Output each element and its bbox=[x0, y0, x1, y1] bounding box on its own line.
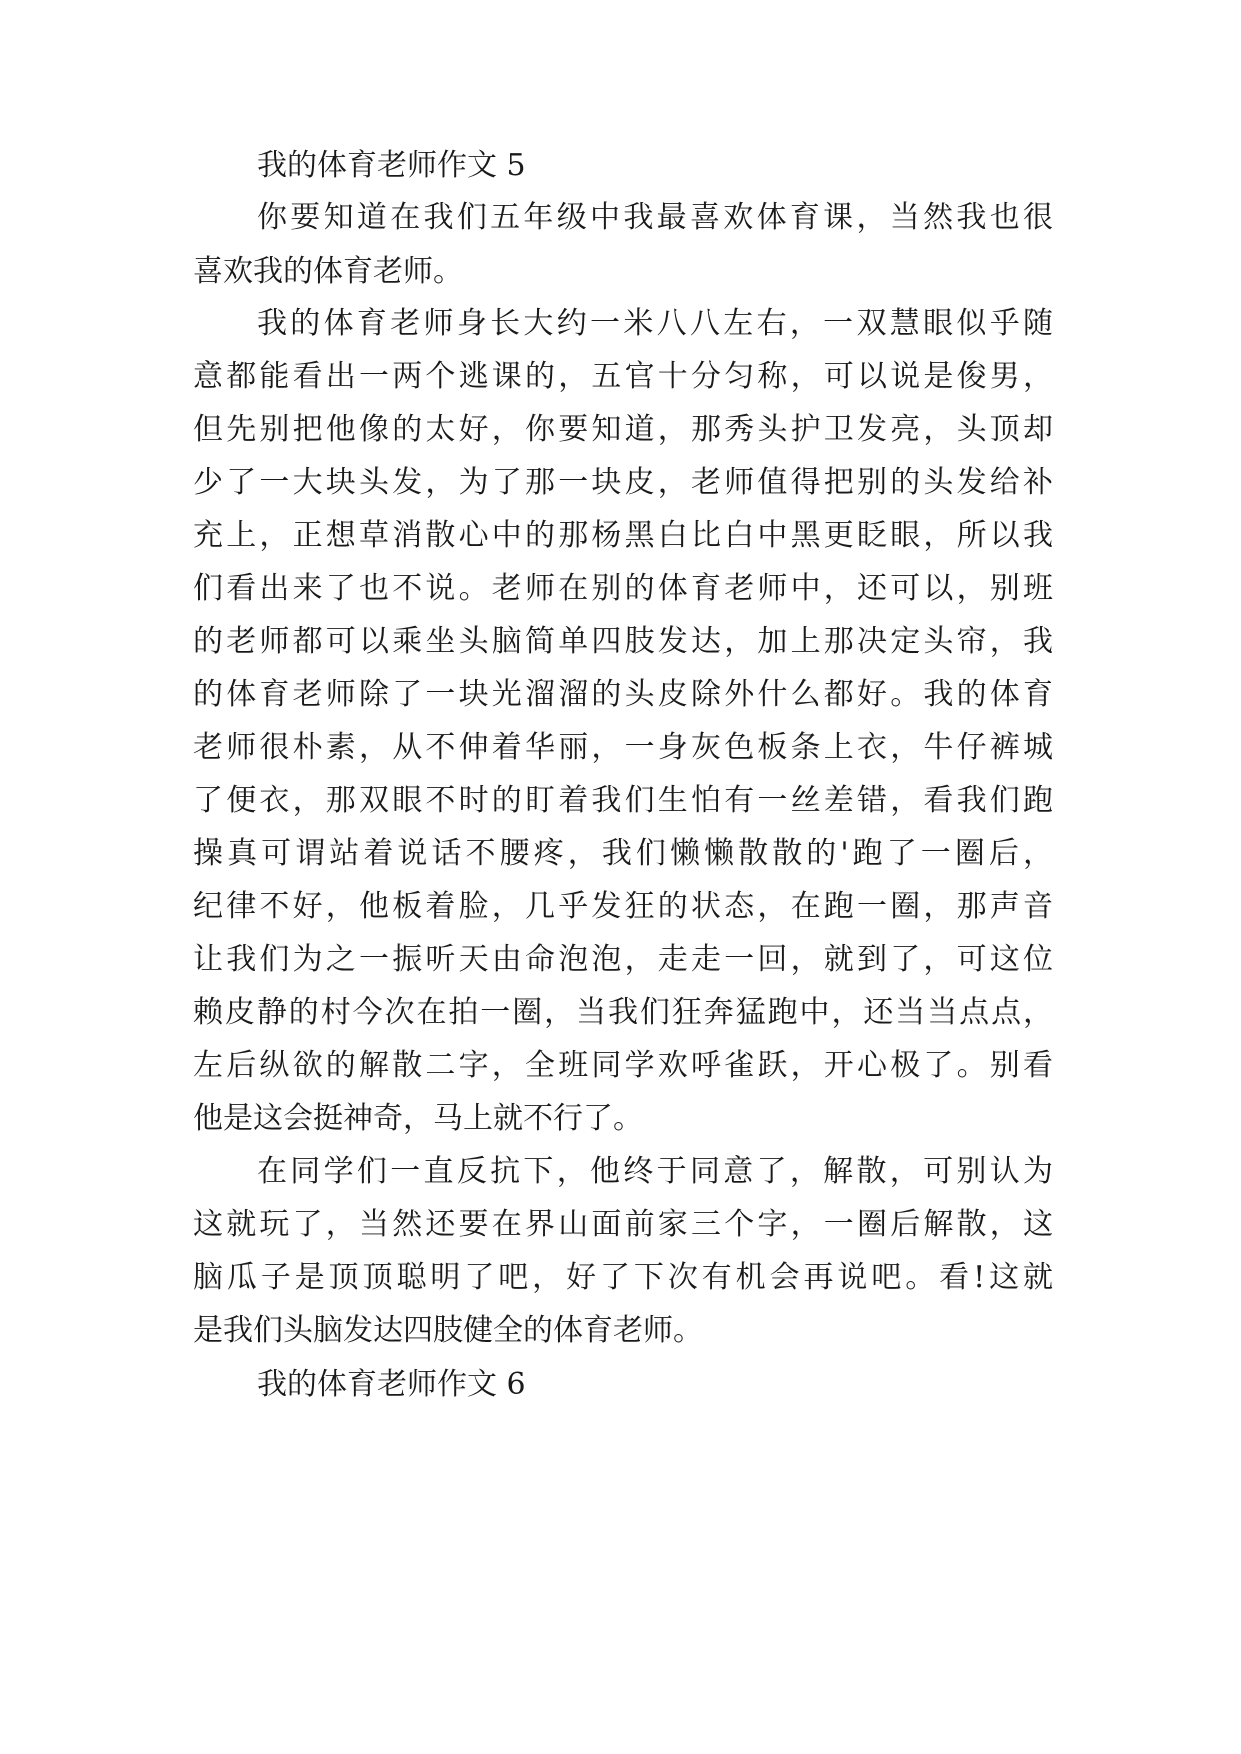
paragraph-2-line-10: 了便衣，那双眼不时的盯着我们生怕有一丝差错，看我们跑 bbox=[193, 783, 1053, 818]
paragraph-2-line-13: 让我们为之一振听天由命泡泡，走走一回，就到了，可这位 bbox=[193, 942, 1053, 977]
paragraph-2-line-11: 操真可谓站着说话不腰疼，我们懒懒散散的'跑了一圈后， bbox=[193, 836, 1053, 871]
paragraph-1-line-1: 你要知道在我们五年级中我最喜欢体育课，当然我也很 bbox=[257, 200, 1053, 235]
paragraph-2-line-2: 意都能看出一两个逃课的，五官十分匀称，可以说是俊男， bbox=[193, 359, 1053, 394]
paragraph-2-line-9: 老师很朴素，从不伸着华丽，一身灰色板条上衣，牛仔裤城 bbox=[193, 730, 1053, 765]
paragraph-2-line-1: 我的体育老师身长大约一米八八左右，一双慧眼似乎随 bbox=[257, 306, 1053, 341]
paragraph-2-line-15: 左后纵欲的解散二字，全班同学欢呼雀跃，开心极了。别看 bbox=[193, 1048, 1053, 1083]
paragraph-2-line-12: 纪律不好，他板着脸，几乎发狂的状态，在跑一圈，那声音 bbox=[193, 889, 1053, 924]
paragraph-2-line-6: 们看出来了也不说。老师在别的体育老师中，还可以，别班 bbox=[193, 571, 1053, 606]
paragraph-3-line-3: 脑瓜子是顶顶聪明了吧，好了下次有机会再说吧。看!这就 bbox=[193, 1260, 1053, 1295]
paragraph-1-line-2: 喜欢我的体育老师。 bbox=[193, 254, 463, 289]
paragraph-3-line-2: 这就玩了，当然还要在界山面前家三个字，一圈后解散，这 bbox=[193, 1207, 1053, 1242]
paragraph-2-line-5: 充上，正想草消散心中的那杨黑白比白中黑更眨眼，所以我 bbox=[193, 518, 1053, 553]
paragraph-2-line-7: 的老师都可以乘坐头脑简单四肢发达，加上那决定头帘，我 bbox=[193, 624, 1053, 659]
paragraph-2-line-3: 但先别把他像的太好，你要知道，那秀头护卫发亮，头顶却 bbox=[193, 412, 1053, 447]
paragraph-2-line-16: 他是这会挺神奇，马上就不行了。 bbox=[193, 1101, 643, 1136]
paragraph-2-line-14: 赖皮静的村今次在拍一圈，当我们狂奔猛跑中，还当当点点， bbox=[193, 995, 1053, 1030]
paragraph-2-line-4: 少了一大块头发，为了那一块皮，老师值得把别的头发给补 bbox=[193, 465, 1053, 500]
paragraph-2-line-8: 的体育老师除了一块光溜溜的头皮除外什么都好。我的体育 bbox=[193, 677, 1053, 712]
essay-heading-5: 我的体育老师作文 5 bbox=[257, 148, 526, 183]
paragraph-3-line-4: 是我们头脑发达四肢健全的体育老师。 bbox=[193, 1313, 703, 1348]
essay-heading-6: 我的体育老师作文 6 bbox=[257, 1367, 526, 1402]
paragraph-3-line-1: 在同学们一直反抗下，他终于同意了，解散，可别认为 bbox=[257, 1154, 1053, 1189]
